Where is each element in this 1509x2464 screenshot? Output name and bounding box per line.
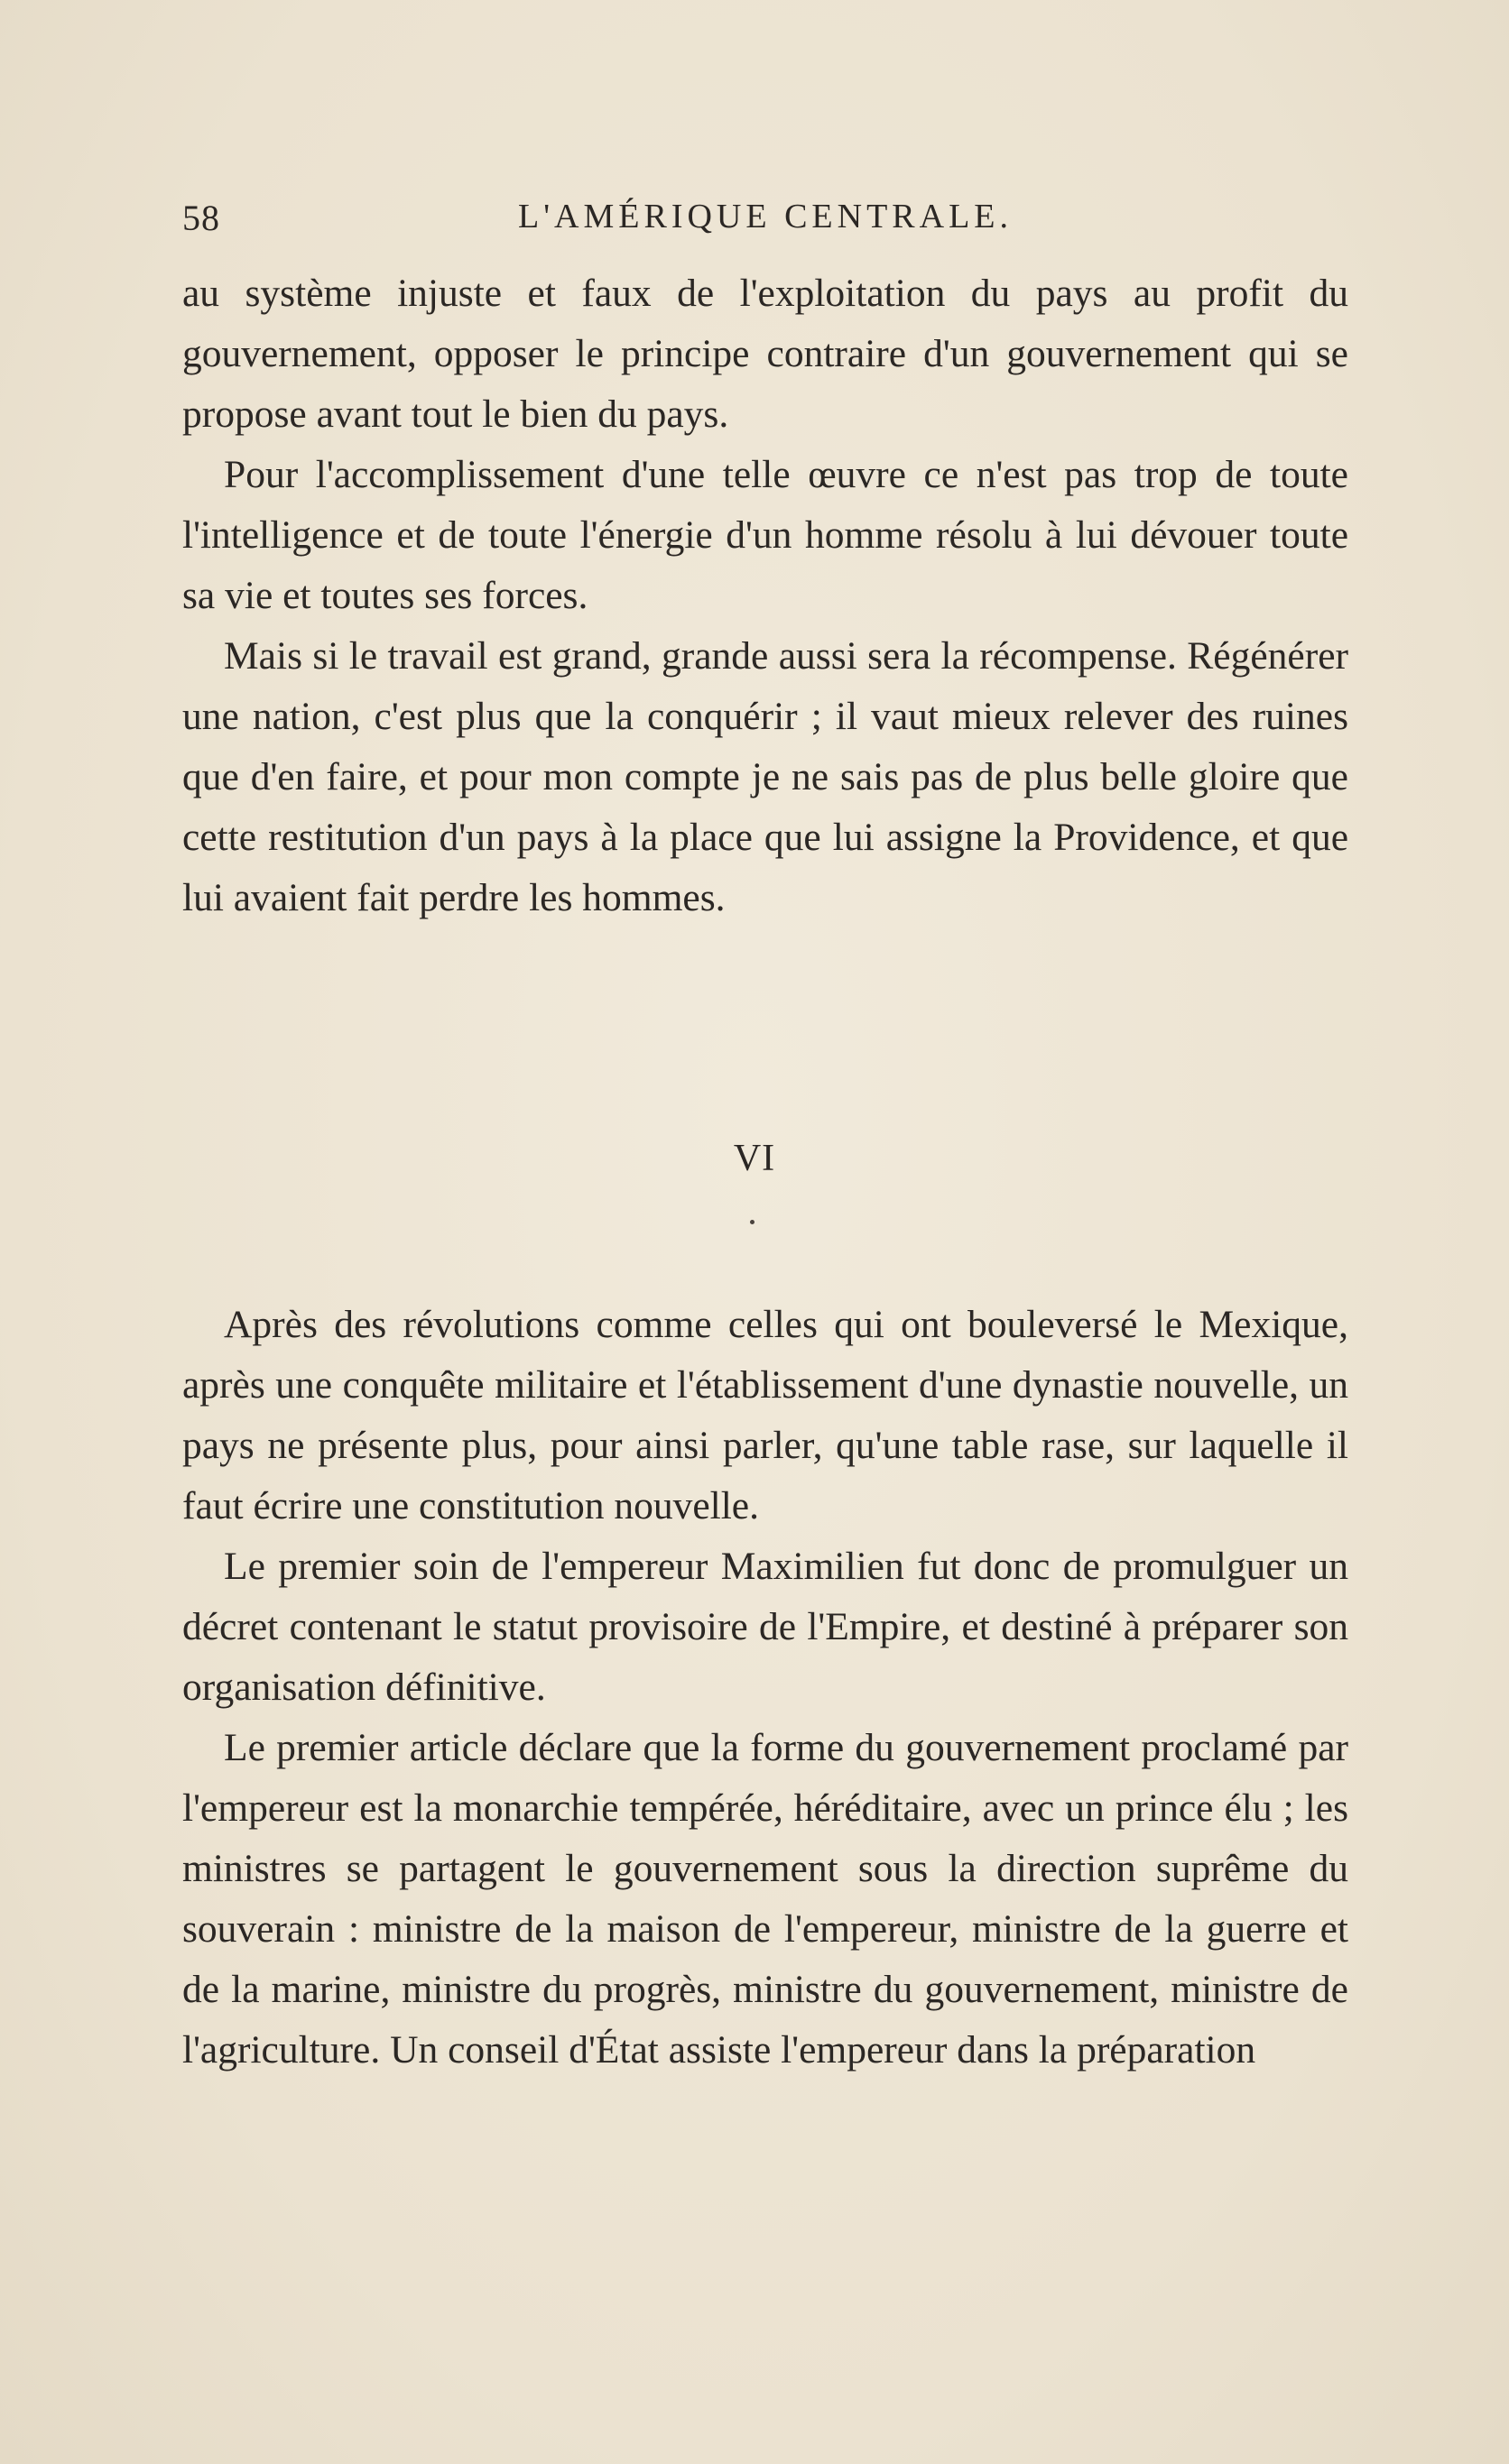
page-number: 58 xyxy=(182,198,220,238)
paragraph: Le premier soin de l'empereur Maximilien fut donc de promulguer un décret contenant le statut provisoire de l'Empire, et destiné à préparer son organisation définitive. xyxy=(182,1545,1348,1709)
running-title: L'AMÉRIQUE CENTRALE. xyxy=(517,198,1014,235)
paragraph: Mais si le travail est grand, grande aussi sera la récompense. Régénérer une nation, c'est plus que la conquérir ; il vaut mieux relever des ruines que d'en faire, et pour mon compte je ne sais pas de plus belle gloire que cette restitution d'un pays à la place que lui assigne la Providence, et que lui avaient fait perdre les hommes. xyxy=(182,634,1348,919)
paragraph: Pour l'accomplissement d'une telle œuvre ce n'est pas trop de toute l'intelligence et de toute l'énergie d'un homme résolu à lui dévouer toute sa vie et toutes ses forces. xyxy=(182,453,1348,617)
page-header xyxy=(182,197,1348,251)
text-block-before-section xyxy=(182,263,1348,928)
paragraph: au système injuste et faux de l'exploitation du pays au profit du gouvernement, opposer le principe contraire d'un gouvernement qui se propose avant tout le bien du pays. xyxy=(182,272,1348,436)
text-block-after-section xyxy=(182,1295,1348,2081)
section-number: VI xyxy=(733,1138,776,1179)
paragraph: Le premier article déclare que la forme du gouvernement proclamé par l'empereur est la monarchie tempérée, héréditaire, avec un prince élu ; les ministres se partagent le gouvernement sous la direction suprême du souverain : ministre de la maison de l'empereur, ministre de la guerre et de la marine, ministre du progrès, ministre du gouvernement, ministre de l'agriculture. Un conseil d'État assiste l'empereur dans la préparation xyxy=(182,1726,1348,2072)
section-ornament xyxy=(750,1220,754,1224)
paragraph: Après des révolutions comme celles qui ont bouleversé le Mexique, après une conquête militaire et l'établissement d'une dynastie nouvelle, un pays ne présente plus, pour ainsi parler, qu'une table rase, sur laquelle il faut écrire une constitution nouvelle. xyxy=(182,1303,1348,1527)
